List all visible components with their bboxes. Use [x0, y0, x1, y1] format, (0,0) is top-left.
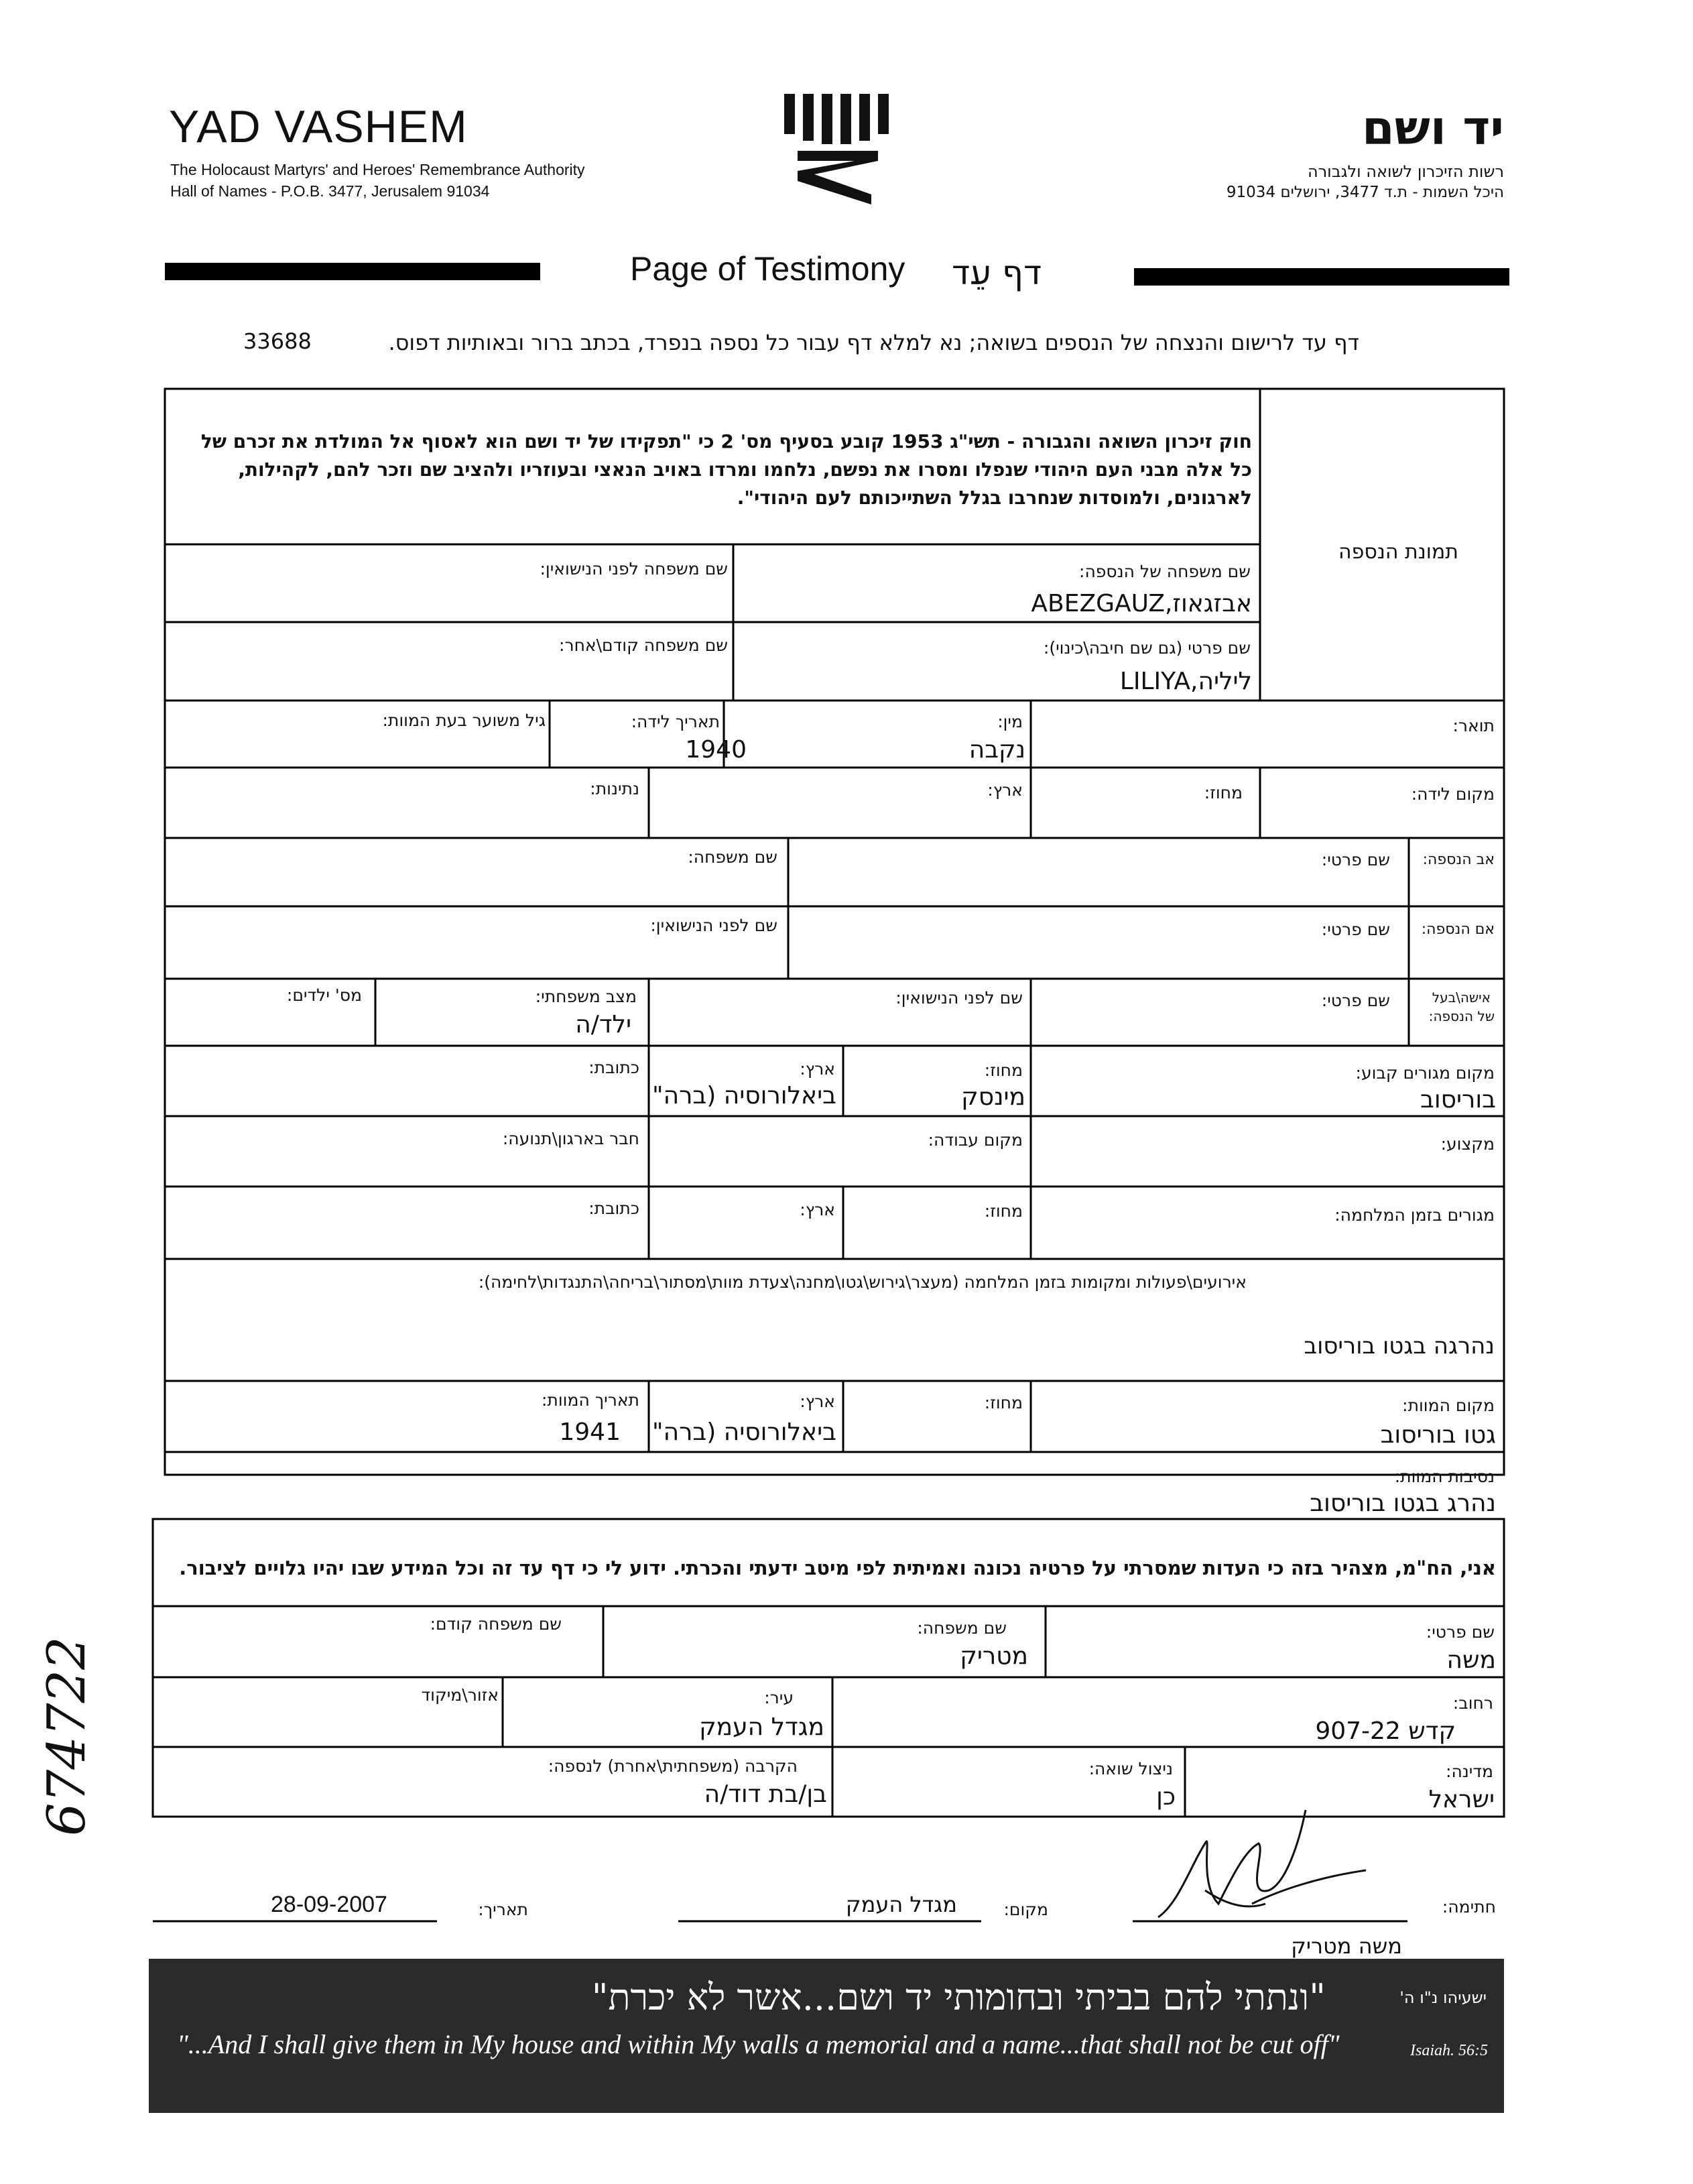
page-title-en: Page of Testimony: [630, 250, 905, 288]
instruction-text: דף עד לרישום והנצחה של הנספים בשואה; נא למלא דף עבור כל נספה בנפרד, בכתב ברור ובאותיות דפוס.: [388, 330, 1359, 355]
org-subtitle-he-2: היכל השמות - ת.ד 3477, ירושלים 91034: [1226, 184, 1504, 201]
marital-status-label: מצב משפחתי:: [535, 987, 637, 1006]
father-surname-label: שם משפחה:: [688, 847, 777, 867]
spouse-row-label-1: אישה\בעל: [1432, 989, 1491, 1006]
spouse-row-label-2: של הנספה:: [1428, 1008, 1495, 1024]
footer-quote-en: "...And I shall give them in My house and within My walls a memorial and a name...that shall not be cut off": [177, 2029, 1340, 2059]
victim-surname-value: אבזגאוז,ABEZGAUZ: [1031, 590, 1252, 617]
submitter-country-label: מדינה:: [1446, 1762, 1493, 1781]
spouse-first-label: שם פרטי:: [1321, 991, 1390, 1010]
submitter-street-value: קדש 907-22: [1315, 1717, 1456, 1745]
org-subtitle-en-1: The Holocaust Martyrs' and Heroes' Remembrance Authority: [170, 161, 585, 178]
relation-label: הקרבה (משפחתית\אחרת) לנספה:: [548, 1756, 798, 1776]
victim-title-label: תואר:: [1452, 716, 1495, 735]
victim-gender-value: נקבה: [968, 736, 1025, 764]
page-title-he: דף עֵד: [952, 253, 1042, 292]
survivor-label: ניצול שואה:: [1088, 1759, 1173, 1778]
birthplace-label: מקום לידה:: [1411, 784, 1495, 804]
residence-label: מקום מגורים קבוע:: [1355, 1063, 1495, 1083]
mother-maiden-label: שם לפני הנישואין:: [650, 916, 777, 935]
law-text-line-1: חוק זיכרון השואה והגבורה - תשי"ג 1953 קובע בסעיף מס' 2 כי "תפקידו של יד ושם הוא לאסוף אל המולדת את זכרם של: [200, 430, 1252, 452]
residence-district-value: מינסק: [961, 1083, 1025, 1111]
victim-birth-date-label: תאריך לידה:: [631, 712, 720, 731]
form-number: 33688: [243, 328, 312, 354]
victim-maiden-label: שם משפחה לפני הנישואין:: [540, 559, 728, 579]
submitter-city-label: עיר:: [764, 1688, 794, 1707]
submitter-country-value: ישראל: [1428, 1786, 1495, 1813]
submitter-first-value: משה: [1446, 1646, 1496, 1674]
death-country-value: ביאלורוסיה (ברה": [652, 1418, 836, 1446]
events-value: נהרגה בגטו בוריסוב: [1304, 1333, 1495, 1359]
victim-gender-label: מין:: [997, 712, 1023, 731]
declaration-text: אני, הח"מ, מצהיר בזה כי העדות שמסרתי על פרטיה נכונה ואמיתית לפי מיטב ידעתי והכרתי. ידוע לי כי דף עד זה וכל המידע שבו יהיו גלויים לציבור.: [179, 1557, 1496, 1579]
victim-surname-label: שם משפחה של הנספה:: [1079, 562, 1251, 581]
survivor-value: כן: [1156, 1783, 1176, 1811]
submitter-zip-label: אזור\מיקוד: [421, 1685, 499, 1705]
organization-label: חבר בארגון\תנועה:: [502, 1129, 639, 1148]
relation-value: בן/בת דוד/ה: [704, 1780, 827, 1808]
footer-quote-he: "ונתתי להם בביתי ובחומותי יד ושם...אשר לא יכרת": [591, 1976, 1326, 2018]
marital-status-value: ילד/ה: [575, 1011, 631, 1038]
victim-prev-surname-label: שם משפחה קודם\אחר:: [559, 635, 728, 655]
signature-date-label: תאריך:: [478, 1900, 528, 1919]
signer-name: משה מטריק: [1291, 1933, 1402, 1959]
death-date-value: 1941: [559, 1418, 621, 1446]
org-name-en: YAD VASHEM: [169, 101, 468, 152]
signature-label: חתימה:: [1442, 1897, 1496, 1917]
wartime-country-label: ארץ:: [800, 1200, 835, 1219]
law-text-line-2: כל אלה מבני העם היהודי שנפלו ומסרו את נפשם, נלחמו ומרדו באויב הנאצי ובעוזריו ולהציב שם וזכר להם, לקהילות,: [238, 459, 1252, 481]
victim-age-label: גיל משוער בעת המוות:: [382, 711, 546, 730]
wartime-district-label: מחוז:: [984, 1201, 1023, 1221]
law-text-line-3: לארגונים, ולמוסדות שנחרבו בגלל השתייכותם לעם היהודי".: [737, 487, 1252, 509]
footer-quote-en-ref: Isaiah. 56:5: [1410, 2042, 1488, 2059]
workplace-label: מקום עבודה:: [928, 1130, 1023, 1150]
nationality-label: נתינות:: [590, 779, 639, 798]
org-subtitle-he-1: רשות הזיכרון לשואה ולגבורה: [1307, 162, 1504, 181]
death-district-label: מחוז:: [984, 1393, 1023, 1412]
signature-place-value: מגדל העמק: [845, 1892, 957, 1917]
residence-value: בוריסוב: [1420, 1086, 1496, 1113]
mother-row-label: אם הנספה:: [1421, 921, 1495, 938]
residence-country-label: ארץ:: [800, 1059, 835, 1079]
victim-birth-date-value: 1940: [685, 736, 747, 764]
death-place-label: מקום המוות:: [1402, 1396, 1495, 1415]
victim-first-value: ליליה,LILIYA: [1119, 668, 1252, 695]
handwritten-signature: [1131, 1803, 1386, 1931]
submitter-prev-surname-label: שם משפחה קודם:: [430, 1614, 562, 1634]
children-count-label: מס' ילדים:: [286, 985, 362, 1005]
org-name-he: יד ושם: [1362, 101, 1504, 156]
photo-label: תמונת הנספה: [1338, 540, 1458, 564]
birthplace-district-label: מחוז:: [1204, 783, 1243, 802]
residence-district-label: מחוז:: [984, 1060, 1023, 1080]
submitter-city-value: מגדל העמק: [699, 1713, 824, 1741]
death-circumstances-value: נהרג בגטו בוריסוב: [1310, 1490, 1496, 1517]
margin-note: 674722: [37, 1636, 97, 1836]
org-subtitle-en-2: Hall of Names - P.O.B. 3477, Jerusalem 91034: [170, 182, 490, 200]
father-row-label: אב הנספה:: [1422, 851, 1495, 868]
death-circumstances-label: נסיבות המוות:: [1394, 1467, 1495, 1486]
signature-place-label: מקום:: [1003, 1900, 1048, 1919]
footer-banner: [149, 1959, 1504, 2113]
submitter-surname-label: שם משפחה:: [917, 1618, 1007, 1638]
birthplace-country-label: ארץ:: [987, 780, 1023, 800]
footer-quote-he-ref: ישעיהו נ"ו ה': [1399, 1988, 1487, 2007]
spouse-maiden-label: שם לפני הנישואין:: [895, 988, 1023, 1008]
residence-country-value: ביאלורוסיה (ברה": [652, 1082, 836, 1109]
profession-label: מקצוע:: [1440, 1134, 1495, 1154]
death-date-label: תאריך המוות:: [541, 1390, 639, 1410]
residence-address-label: כתובת:: [588, 1058, 639, 1077]
submitter-first-label: שם פרטי:: [1426, 1622, 1495, 1642]
submitter-surname-value: מטריק: [960, 1642, 1028, 1670]
death-place-value: גטו בוריסוב: [1380, 1421, 1496, 1449]
wartime-address-label: כתובת:: [588, 1199, 639, 1218]
father-first-label: שם פרטי:: [1321, 850, 1390, 869]
form-outer-box: [165, 389, 1504, 1475]
mother-first-label: שם פרטי:: [1321, 920, 1390, 939]
wartime-residence-label: מגורים בזמן המלחמה:: [1334, 1205, 1495, 1225]
submitter-street-label: רחוב:: [1452, 1693, 1493, 1713]
death-country-label: ארץ:: [800, 1392, 835, 1411]
signature-date-value: 28-09-2007: [271, 1892, 387, 1917]
events-label: אירועים\פעולות ומקומות בזמן המלחמה (מעצר\גירוש\גטו\מחנה\צעדת מוות\מסתור\בריחה\התנגדות\לחימה):: [478, 1272, 1247, 1292]
victim-first-label: שם פרטי (גם שם חיבה\כינוי):: [1043, 638, 1251, 658]
